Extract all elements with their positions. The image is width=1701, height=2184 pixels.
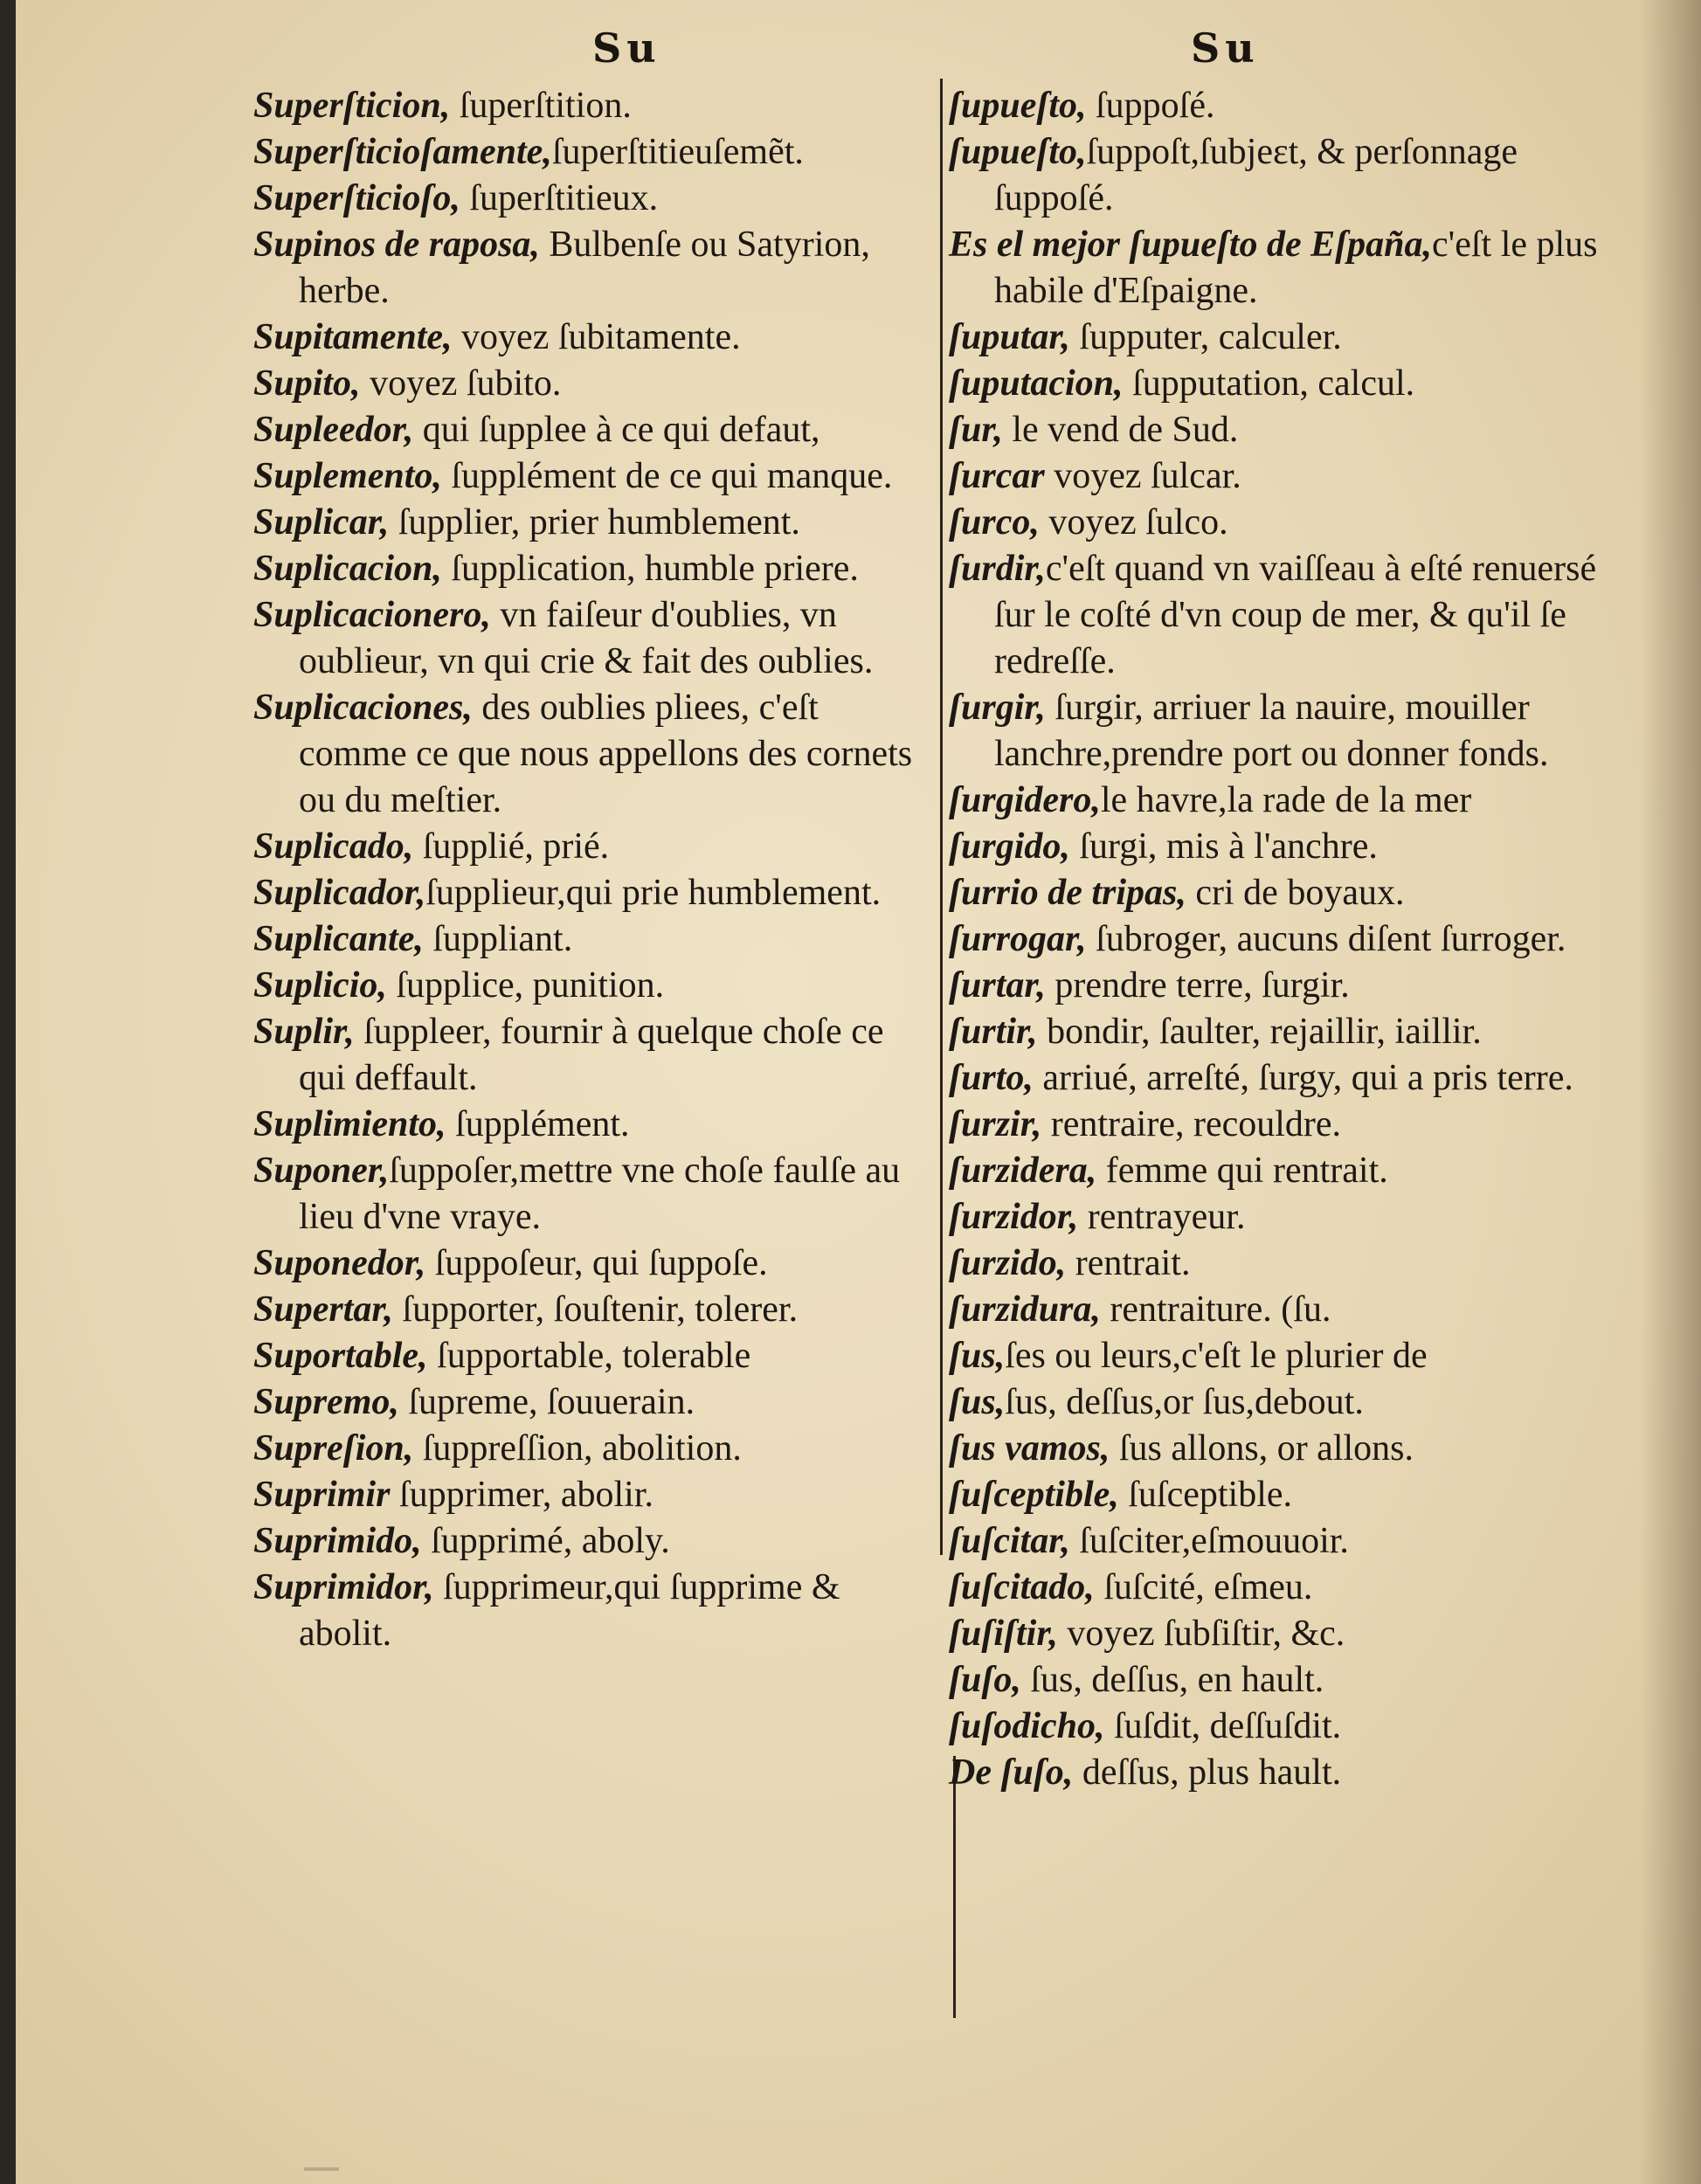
definition: rentraire, recouldre. [1041,1104,1342,1144]
definition: ſes ou leurs,c'eſt le plurier de [1005,1336,1428,1376]
definition: rentrait. [1066,1243,1191,1283]
definition: ſuppoſeur, qui ſuppoſe. [425,1243,768,1283]
headword: ſuſodicho, [949,1706,1105,1746]
headword: ſurzidera, [949,1151,1097,1191]
headword: Suplir, [253,1012,355,1052]
headword: Suplicado, [253,826,414,867]
headword: ſus, [949,1382,1006,1422]
definition: femme qui rentrait. [1096,1151,1388,1191]
definition: ſupplément de ce qui manque. [441,456,893,496]
definition: ſuperſtitieuſemẽt. [551,132,804,172]
definition: ſurgir, arriuer la nauire, mouiller lanchre,prendre port ou donner fonds. [994,688,1549,774]
headword: ſurtir, [949,1012,1038,1052]
headword: Supitamente, [253,317,453,357]
headword: Es el mejor ſupueſto de Eſpaña, [949,225,1432,265]
headword: ſurco, [949,502,1040,543]
dictionary-entry [949,1657,1639,1704]
definition: voyez ſulco. [1039,502,1228,543]
definition: ſupplier, prier humblement. [389,502,800,543]
dictionary-entry [253,314,935,361]
headword: ſurcar [949,456,1045,496]
headword: ſuſceptible, [949,1475,1119,1515]
headword: Supremo, [253,1382,399,1422]
dictionary-entry [949,870,1639,916]
dictionary-entry [253,1472,935,1518]
definition: ſupplice, punition. [386,965,665,1006]
dictionary-entry [253,685,935,824]
definition: ſuppoſé. [1086,86,1215,126]
headword: ſuſiſtir, [949,1614,1058,1654]
headword: Suplicante, [253,919,424,959]
definition: ſupplément. [446,1104,630,1144]
dictionary-entry [253,963,935,1009]
dictionary-entry [949,1287,1639,1333]
definition: ſupputation, calcul. [1123,363,1415,404]
dictionary-entry [949,453,1639,500]
dictionary-entry [253,1287,935,1333]
definition: cri de boyaux. [1186,873,1405,913]
dictionary-entry [949,500,1639,546]
definition: ſurgi, mis à l'anchre. [1069,826,1378,867]
dictionary-entry [949,1241,1639,1287]
dictionary-entry [949,963,1639,1009]
dictionary-entry [253,1426,935,1472]
definition: ſuſciter,eſmouuoir. [1069,1521,1349,1561]
headword: Suplimiento, [253,1104,446,1144]
dictionary-entry [949,1102,1639,1148]
definition: vn faiſeur d'oublies, vn oublieur, vn qui crie & fait des oublies. [299,595,874,681]
definition: ſuſdit, deſſuſdit. [1104,1706,1342,1746]
headword: Supreſion, [253,1428,414,1469]
definition: ſupplié, prié. [413,826,610,867]
definition: voyez ſulcar. [1044,456,1241,496]
definition: ſuperſtition. [450,86,632,126]
dictionary-entry [949,314,1639,361]
headword: ſuputar, [949,317,1070,357]
definition: Bulbenſe ou Satyrion, herbe. [299,225,870,311]
definition: arriué, arreſté, ſurgy, qui a pris terre. [1033,1058,1573,1098]
headword: Superſticioſo, [253,178,460,218]
dictionary-entry [949,1750,1639,1796]
definition: ſuppoſer,mettre vne choſe faulſe au lieu d'vne vraye. [299,1151,901,1237]
dictionary-entry [949,129,1639,222]
definition: ſus, deſſus,or ſus,debout. [1005,1382,1364,1422]
headword: Suplicaciones, [253,688,473,728]
definition: c'eſt le plus habile d'Eſpaigne. [994,225,1598,311]
definition: ſuſceptible. [1118,1475,1293,1515]
headword: ſus, [949,1336,1006,1376]
dictionary-page [16,0,1701,2184]
dictionary-entry [949,83,1639,129]
running-header-left: Su [592,24,661,72]
headword: ſuputacion, [949,363,1124,404]
headword: Supinos de raposa, [253,225,540,265]
headword: Suponer, [253,1151,390,1191]
dictionary-entry [253,176,935,222]
headword: Suprimir [253,1475,391,1515]
definition: voyez ſubito. [360,363,562,404]
dictionary-entry [253,1009,935,1102]
headword: ſuſo, [949,1660,1021,1700]
definition: ſubroger, aucuns diſent ſurroger. [1086,919,1566,959]
definition: ſus allons, or allons. [1110,1428,1414,1469]
footer-smudge [304,2167,339,2171]
definition: ſus, deſſus, en hault. [1020,1660,1324,1700]
dictionary-entry [253,870,935,916]
headword: Suplicador, [253,873,426,913]
dictionary-entry [253,916,935,963]
headword: ſurzido, [949,1243,1067,1283]
running-header-right: Su [1191,24,1260,72]
headword: ſurrio de tripas, [949,873,1186,913]
headword: Suplicacion, [253,549,442,589]
headword: Superſticion, [253,86,451,126]
headword: ſurgido, [949,826,1070,867]
headword: ſurzir, [949,1104,1042,1144]
definition: le havre,la rade de la mer [1100,780,1472,820]
dictionary-entry [253,824,935,870]
definition: ſupprimer, abolir. [390,1475,654,1515]
definition: voyez ſubſiſtir, &c. [1057,1614,1345,1654]
dictionary-entry [253,83,935,129]
headword: ſurdir, [949,549,1046,589]
dictionary-entry [949,1426,1639,1472]
headword: ſupueſto, [949,132,1087,172]
definition: ſuſcité, eſmeu. [1094,1567,1313,1607]
headword: ſurzidor, [949,1197,1079,1237]
dictionary-entry [949,1565,1639,1611]
dictionary-entry [949,1704,1639,1750]
dictionary-entry [949,1055,1639,1102]
dictionary-entry [253,1379,935,1426]
dictionary-entry [949,824,1639,870]
headword: Supertar, [253,1289,393,1330]
definition: des oublies pliees, c'eſt comme ce que nous appellons des cornets ou du meſtier. [299,688,913,820]
headword: ſurtar, [949,965,1046,1006]
dictionary-entry [949,546,1639,685]
dictionary-entry [949,1333,1639,1379]
headword: Suprimido, [253,1521,422,1561]
headword: ſuſcitado, [949,1567,1095,1607]
definition: ſuppoſt,ſubjeɛt, & perſonnage ſuppoſé. [994,132,1518,218]
right-column [949,83,1639,1796]
headword: ſurgir, [949,688,1046,728]
dictionary-entry [253,546,935,592]
dictionary-entry [949,778,1639,824]
headword: ſur, [949,410,1003,450]
headword: Suplicacionero, [253,595,491,635]
dictionary-entry [253,1333,935,1379]
definition: ſuppliant. [423,919,573,959]
page-edge-shadow [1640,0,1701,2184]
dictionary-entry [253,407,935,453]
headword: Suplicar, [253,502,390,543]
dictionary-entry [253,129,935,176]
definition: ſupporter, ſouſtenir, tolerer. [392,1289,799,1330]
definition: ſupprimé, aboly. [421,1521,670,1561]
definition: ſuperſtitieux. [460,178,659,218]
definition: ſupputer, calculer. [1069,317,1342,357]
headword: Supito, [253,363,361,404]
definition: ſupprimeur,qui ſupprime & abolit. [299,1567,840,1654]
headword: Suportable, [253,1336,428,1376]
left-column [253,83,935,1657]
headword: ſurgidero, [949,780,1101,820]
dictionary-entry [253,500,935,546]
headword: ſurto, [949,1058,1034,1098]
dictionary-entry [949,1518,1639,1565]
column-divider [940,79,943,1555]
dictionary-entry [949,685,1639,778]
dictionary-entry [253,1518,935,1565]
definition: ſuppreſſion, abolition. [413,1428,742,1469]
dictionary-entry [949,1611,1639,1657]
dictionary-entry [949,1472,1639,1518]
definition: ſuppleer, fournir à quelque choſe ce qui deffault. [299,1012,884,1098]
dictionary-entry [253,222,935,314]
dictionary-entry [253,1241,935,1287]
definition: prendre terre, ſurgir. [1045,965,1350,1006]
definition: ſupplieur,qui prie humblement. [425,873,882,913]
headword: Suplemento, [253,456,442,496]
dictionary-entry [949,222,1639,314]
headword: ſurzidura, [949,1289,1101,1330]
dictionary-entry [253,592,935,685]
headword: De ſuſo, [949,1752,1074,1793]
dictionary-entry [253,1148,935,1241]
definition: ſupreme, ſouuerain. [398,1382,695,1422]
headword: Suponedor, [253,1243,426,1283]
definition: qui ſupplee à ce qui defaut, [413,410,820,450]
headword: Suplicio, [253,965,387,1006]
dictionary-entry [949,407,1639,453]
dictionary-entry [949,361,1639,407]
headword: Supleedor, [253,410,414,450]
definition: voyez ſubitamente. [452,317,741,357]
definition: le vend de Sud. [1002,410,1239,450]
dictionary-entry [253,361,935,407]
headword: ſuſcitar, [949,1521,1070,1561]
headword: ſurrogar, [949,919,1087,959]
definition: ſupplication, humble priere. [441,549,859,589]
definition: rentraiture. (ſu. [1100,1289,1331,1330]
definition: ſupportable, tolerable [427,1336,751,1376]
dictionary-entry [253,1565,935,1657]
headword: Suprimidor, [253,1567,434,1607]
dictionary-entry [949,1194,1639,1241]
definition: c'eſt quand vn vaiſſeau à eſté renuersé ſur le coſté d'vn coup de mer, & qu'il ſe redreſſe. [994,549,1597,681]
dictionary-entry [949,1009,1639,1055]
headword: ſus vamos, [949,1428,1110,1469]
dictionary-entry [949,1379,1639,1426]
headword: ſupueſto, [949,86,1087,126]
dictionary-entry [253,453,935,500]
headword: Superſticioſamente, [253,132,552,172]
definition: bondir, ſaulter, rejaillir, iaillir. [1037,1012,1482,1052]
definition: deſſus, plus hault. [1073,1752,1342,1793]
dictionary-entry [253,1102,935,1148]
definition: rentrayeur. [1078,1197,1246,1237]
dictionary-entry [949,916,1639,963]
dictionary-entry [949,1148,1639,1194]
